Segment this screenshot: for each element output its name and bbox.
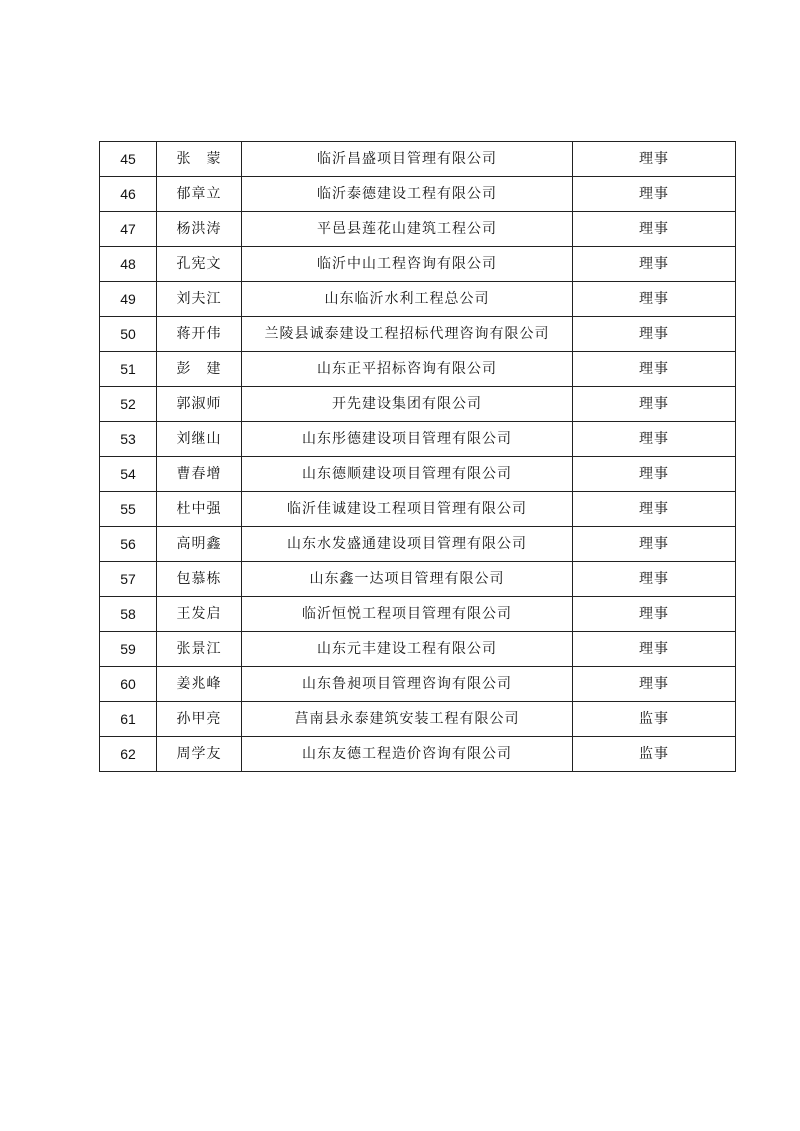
row-number: 47 [100,212,157,247]
table-row [100,177,736,212]
table-row [100,737,736,772]
member-name: 郁章立 [157,177,242,212]
member-role: 理事 [573,457,736,492]
row-number: 61 [100,702,157,737]
member-company: 山东彤德建设项目管理有限公司 [242,422,573,457]
table-row [100,597,736,632]
member-name: 蒋开伟 [157,317,242,352]
member-company: 临沂泰德建设工程有限公司 [242,177,573,212]
row-number: 57 [100,562,157,597]
table-row [100,702,736,737]
member-role: 理事 [573,632,736,667]
member-role: 理事 [573,212,736,247]
member-company: 临沂中山工程咨询有限公司 [242,247,573,282]
table-row [100,317,736,352]
member-role: 理事 [573,492,736,527]
table-row [100,352,736,387]
member-company: 山东友德工程造价咨询有限公司 [242,737,573,772]
table-row [100,562,736,597]
table-row [100,247,736,282]
member-role: 理事 [573,422,736,457]
member-name: 刘继山 [157,422,242,457]
member-role: 理事 [573,597,736,632]
member-roster-table [99,141,736,772]
table-row [100,457,736,492]
roster-table-body [100,142,736,772]
member-role: 理事 [573,177,736,212]
member-company: 莒南县永泰建筑安装工程有限公司 [242,702,573,737]
member-company: 兰陵县诚泰建设工程招标代理咨询有限公司 [242,317,573,352]
member-company: 临沂佳诚建设工程项目管理有限公司 [242,492,573,527]
member-role: 理事 [573,527,736,562]
row-number: 58 [100,597,157,632]
table-row [100,387,736,422]
table-row [100,632,736,667]
member-company: 开先建设集团有限公司 [242,387,573,422]
member-company: 山东正平招标咨询有限公司 [242,352,573,387]
member-name: 曹春增 [157,457,242,492]
table-row [100,492,736,527]
member-company: 山东德顺建设项目管理有限公司 [242,457,573,492]
row-number: 60 [100,667,157,702]
member-name: 周学友 [157,737,242,772]
table-row [100,422,736,457]
row-number: 52 [100,387,157,422]
member-name: 杨洪涛 [157,212,242,247]
member-company: 山东鲁昶项目管理咨询有限公司 [242,667,573,702]
member-company: 山东元丰建设工程有限公司 [242,632,573,667]
member-role: 理事 [573,142,736,177]
row-number: 46 [100,177,157,212]
member-name: 张景江 [157,632,242,667]
member-name: 包慕栋 [157,562,242,597]
member-name: 张 蒙 [157,142,242,177]
member-name: 刘夫江 [157,282,242,317]
member-company: 临沂恒悦工程项目管理有限公司 [242,597,573,632]
member-role: 理事 [573,562,736,597]
member-role: 监事 [573,737,736,772]
row-number: 62 [100,737,157,772]
row-number: 53 [100,422,157,457]
member-name: 高明鑫 [157,527,242,562]
row-number: 56 [100,527,157,562]
row-number: 59 [100,632,157,667]
member-role: 理事 [573,317,736,352]
row-number: 48 [100,247,157,282]
row-number: 51 [100,352,157,387]
member-name: 姜兆峰 [157,667,242,702]
row-number: 45 [100,142,157,177]
member-name: 杜中强 [157,492,242,527]
row-number: 50 [100,317,157,352]
table-row [100,212,736,247]
member-company: 山东水发盛通建设项目管理有限公司 [242,527,573,562]
member-name: 孙甲亮 [157,702,242,737]
table-row [100,527,736,562]
member-role: 理事 [573,387,736,422]
member-name: 郭淑师 [157,387,242,422]
member-company: 平邑县莲花山建筑工程公司 [242,212,573,247]
table-row [100,667,736,702]
member-name: 彭 建 [157,352,242,387]
table-row [100,282,736,317]
row-number: 54 [100,457,157,492]
member-company: 山东鑫一达项目管理有限公司 [242,562,573,597]
member-role: 理事 [573,667,736,702]
member-company: 临沂昌盛项目管理有限公司 [242,142,573,177]
member-company: 山东临沂水利工程总公司 [242,282,573,317]
row-number: 55 [100,492,157,527]
table-row [100,142,736,177]
member-role: 监事 [573,702,736,737]
member-name: 王发启 [157,597,242,632]
member-role: 理事 [573,282,736,317]
member-name: 孔宪文 [157,247,242,282]
member-role: 理事 [573,352,736,387]
row-number: 49 [100,282,157,317]
member-role: 理事 [573,247,736,282]
